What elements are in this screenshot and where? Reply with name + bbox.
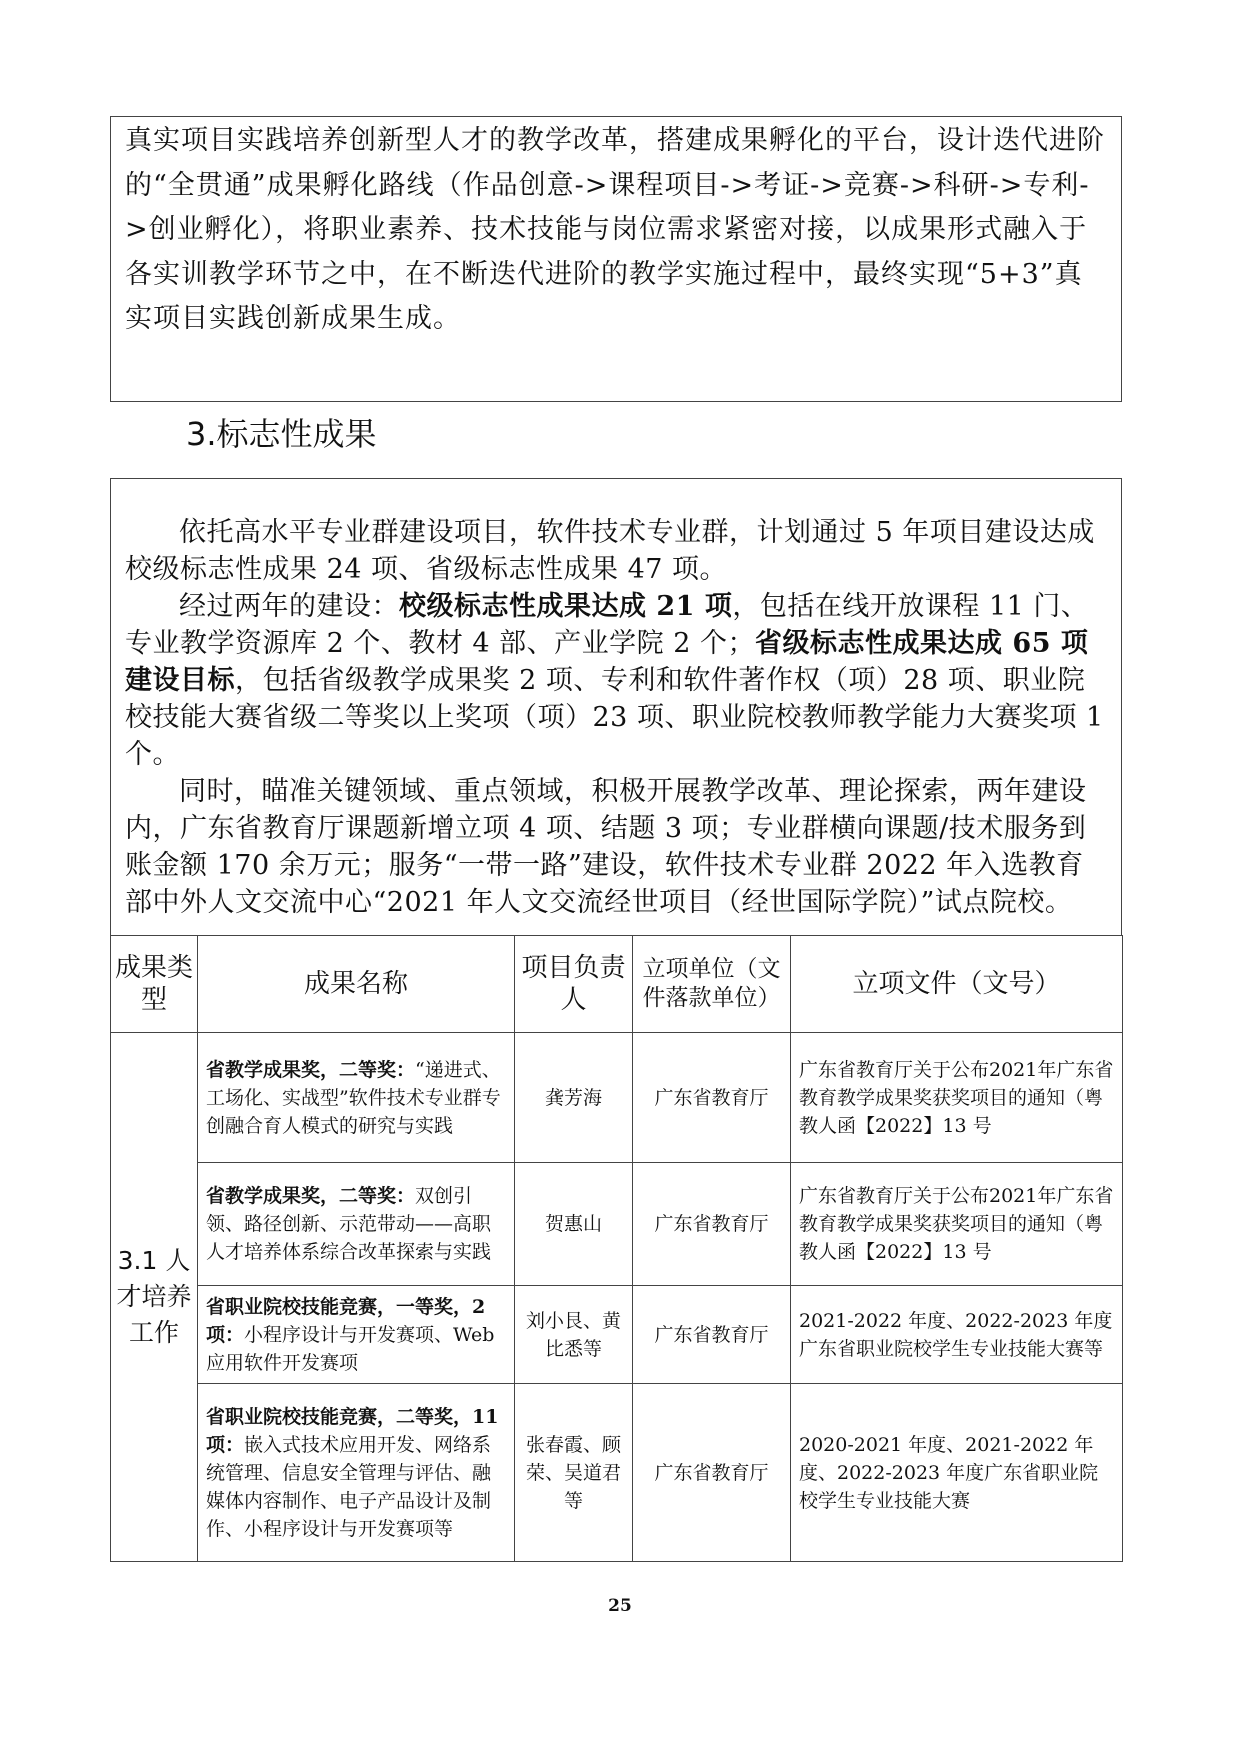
summary-p2-suffix: ，包括省级教学成果奖 2 项、专利和软件著作权（项）28 项、职业院校技能大赛省级二等奖以上奖项（项）23 项、职业院校教师教学能力大赛奖项 1 个。 <box>125 665 1104 770</box>
table-header-row <box>111 936 1123 1033</box>
table-row <box>111 1384 1123 1562</box>
row-name <box>198 1163 515 1286</box>
table-row <box>111 1286 1123 1384</box>
row-name <box>198 1286 515 1384</box>
row-doc: 广东省教育厅关于公布2021年广东省教育教学成果奖获奖项目的通知（粤教人函【2022】13 号 <box>791 1163 1123 1286</box>
summary-p2-prefix: 经过两年的建设： <box>179 591 399 622</box>
intro-box <box>110 116 1122 402</box>
type-cell: 3.1 人才培养工作 <box>111 1033 198 1562</box>
row-name-rest: “递进式、工场化、实战型”软件技术专业群专创融合育人模式的研究与实践 <box>206 1058 501 1137</box>
section-title: 3.标志性成果 <box>186 415 377 453</box>
row-name-bold: 省教学成果奖，二等奖： <box>206 1058 416 1081</box>
table-row <box>111 1033 1123 1163</box>
row-leader: 刘小艮、黄比悉等 <box>515 1286 633 1384</box>
results-table <box>110 935 1123 1562</box>
header-name: 成果名称 <box>198 936 515 1033</box>
row-doc: 2020-2021 年度、2021-2022 年度、2022-2023 年度广东省职业院校学生专业技能大赛 <box>791 1384 1123 1562</box>
row-name-bold: 省职业院校技能竞赛，一等奖，2 项： <box>206 1295 486 1346</box>
summary-p2-bold-province: 省级标志性成果达成 65 项建设目标 <box>125 628 1089 696</box>
row-doc: 2021-2022 年度、2022-2023 年度广东省职业院校学生专业技能大赛等 <box>791 1286 1123 1384</box>
header-doc: 立项文件（文号） <box>791 936 1123 1033</box>
row-doc: 广东省教育厅关于公布2021年广东省教育教学成果奖获奖项目的通知（粤教人函【2022】13 号 <box>791 1033 1123 1163</box>
summary-p2-bold-school: 校级标志性成果达成 21 项 <box>399 591 733 622</box>
row-unit: 广东省教育厅 <box>633 1163 791 1286</box>
summary-box <box>110 478 1122 936</box>
row-name <box>198 1033 515 1163</box>
row-name-bold: 省教学成果奖，二等奖： <box>206 1185 416 1207</box>
header-unit: 立项单位（文件落款单位） <box>633 936 791 1033</box>
row-name-bold: 省职业院校技能竞赛，二等奖，11 项： <box>206 1405 499 1456</box>
row-unit: 广东省教育厅 <box>633 1033 791 1163</box>
row-leader: 贺惠山 <box>515 1163 633 1286</box>
summary-p2-mid: ，包括在线开放课程 11 门、专业教学资源库 2 个、教材 4 部、产业学院 2 个； <box>125 591 1089 659</box>
table-row <box>111 1163 1123 1286</box>
summary-paragraph-3: 同时，瞄准关键领域、重点领域，积极开展教学改革、理论探索，两年建设内，广东省教育厅课题新增立项 4 项、结题 3 项；专业群横向课题/技术服务到账金额 170 余万元；服务“一带一路”建设，软件技术专业群 2022 年入选教育部中外人文交流中心“2021 年人文交流经世项目（经世国际学院）”试点院校。 <box>125 776 1087 918</box>
row-name-rest: 双创引领、路径创新、示范带动——高职人才培养体系综合改革探索与实践 <box>206 1185 492 1263</box>
page-number: 25 <box>608 1596 632 1616</box>
intro-paragraph: 真实项目实践培养创新型人才的教学改革，搭建成果孵化的平台，设计迭代进阶的“全贯通”成果孵化路线（作品创意->课程项目->考证->竞赛->科研->专利->创业孵化），将职业素养、技术技能与岗位需求紧密对接，以成果形式融入于各实训教学环节之中，在不断迭代进阶的教学实施过程中，最终实现“5+3”真实项目实践创新成果生成。 <box>125 125 1105 334</box>
row-unit: 广东省教育厅 <box>633 1286 791 1384</box>
row-name <box>198 1384 515 1562</box>
row-name-rest: 小程序设计与开发赛项、Web 应用软件开发赛项 <box>206 1323 495 1374</box>
row-leader: 龚芳海 <box>515 1033 633 1163</box>
header-leader: 项目负责人 <box>515 936 633 1033</box>
summary-paragraph-1: 依托高水平专业群建设项目，软件技术专业群，计划通过 5 年项目建设达成校级标志性成果 24 项、省级标志性成果 47 项。 <box>125 517 1095 585</box>
row-name-rest: 嵌入式技术应用开发、网络系统管理、信息安全管理与评估、融媒体内容制作、电子产品设计及制作、小程序设计与开发赛项等 <box>206 1433 492 1540</box>
row-leader: 张春霞、顾荣、吴道君等 <box>515 1384 633 1562</box>
row-unit: 广东省教育厅 <box>633 1384 791 1562</box>
header-type: 成果类型 <box>111 936 198 1033</box>
summary-paragraph-2 <box>111 588 1121 773</box>
